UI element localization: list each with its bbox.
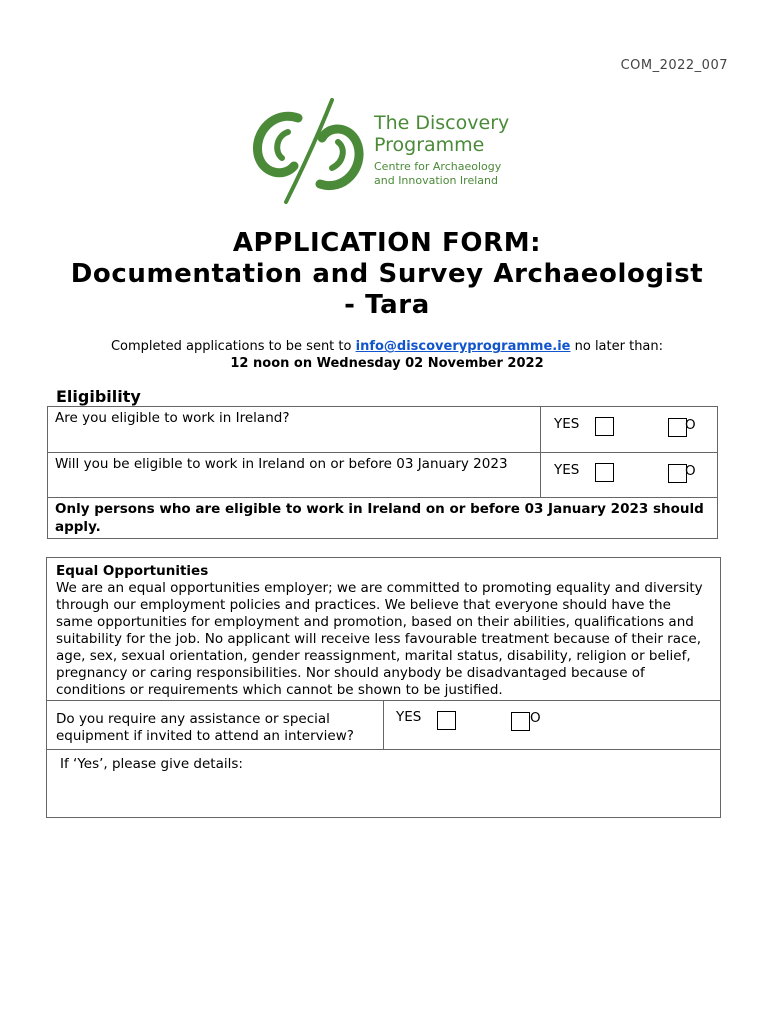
submission-suffix: no later than: (574, 339, 664, 354)
spiral-emblem-icon (250, 96, 370, 206)
logo-name-line1: The Discovery (374, 112, 510, 134)
yes-label: YES (396, 709, 422, 725)
yes-checkbox[interactable] (595, 417, 614, 436)
discovery-programme-logo (250, 96, 520, 206)
reference-code: COM_2022_007 (620, 58, 728, 73)
details-field[interactable] (47, 750, 721, 818)
email-link[interactable]: info@discoveryprogramme.ie (355, 339, 571, 354)
eligibility-heading: Eligibility (56, 387, 141, 406)
eligibility-note: Only persons who are eligible to work in Ireland on or before 03 January 2023 should apply. (48, 498, 718, 539)
yes-label: YES (554, 416, 580, 432)
logo-tagline-line1: Centre for Archaeology (374, 160, 502, 173)
title-line2: Documentation and Survey Archaeologist (70, 259, 704, 289)
no-checkbox[interactable] (511, 712, 530, 731)
eligibility-question-1: Are you eligible to work in Ireland? (48, 407, 541, 453)
submission-prefix: Completed applications to be sent to (110, 339, 352, 354)
eligibility-question-2: Will you be eligible to work in Ireland on or before 03 January 2023 (48, 453, 541, 498)
logo-tagline-line2: and Innovation Ireland (374, 174, 498, 187)
assistance-answer (384, 701, 721, 750)
yes-label: YES (554, 462, 580, 478)
no-label: O (530, 710, 541, 726)
details-label: If ‘Yes’, please give details: (60, 756, 243, 772)
title-line1: APPLICATION FORM: (232, 228, 542, 258)
no-label: O (685, 463, 696, 479)
deadline-text: 12 noon on Wednesday 02 November 2022 (230, 356, 544, 371)
eligibility-table (47, 406, 718, 539)
title-line3: - Tara (344, 290, 430, 320)
yes-checkbox[interactable] (437, 711, 456, 730)
submission-info (40, 338, 734, 372)
equal-opportunities-statement (47, 558, 721, 701)
logo-name-line2: Programme (374, 134, 485, 156)
assistance-question: Do you require any assistance or special equipment if invited to attend an interview? (47, 701, 384, 750)
equal-opportunities-table (46, 557, 721, 818)
yes-checkbox[interactable] (595, 463, 614, 482)
form-title (40, 228, 734, 321)
eligibility-answer-1 (541, 407, 718, 453)
eligibility-answer-2 (541, 453, 718, 498)
no-label: O (685, 417, 696, 433)
equal-opportunities-heading: Equal Opportunities (56, 563, 209, 579)
equal-opportunities-body: We are an equal opportunities employer; we are committed to promoting equality and diversity through our employment policies and practices. We believe that everyone should have the same opportunities for employment and promotion, based on their abilities, qualifications and suitability for the job. No applicant will receive less favourable treatment because of their race, age, sex, sexual orientation, gender reassignment, marital status, disability, religion or belief, pregnancy or caring responsibilities. Nor should anybody be disadvantaged because of conditions or requirements which cannot be shown to be justified. (56, 580, 703, 698)
